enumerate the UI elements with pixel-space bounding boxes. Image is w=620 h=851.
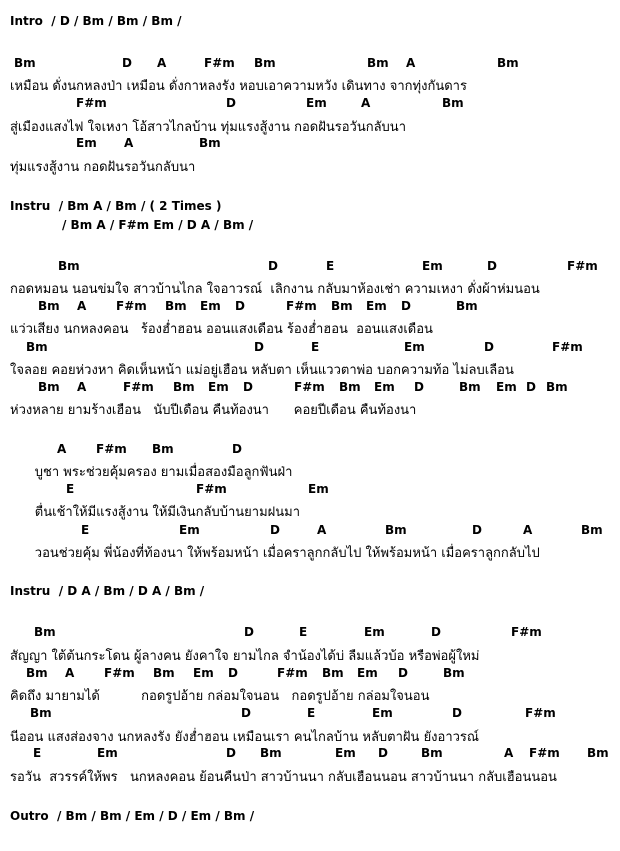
chord: D xyxy=(484,340,494,354)
chord-line xyxy=(0,299,620,315)
lyric-line: นีออน แสงส่องจาง นกหลงรัง ยังฮ่ำฮอน เหมือนเรา คนไกลบ้าน หลับตาฝัน ยังอาวรณ์ xyxy=(10,730,479,745)
chord-line xyxy=(0,482,620,498)
chord: Em xyxy=(366,299,387,313)
chord: Bm xyxy=(165,299,187,313)
chord: Bm xyxy=(456,299,478,313)
chord-line xyxy=(0,666,620,682)
lyric-line: วอนช่วยคุ้ม พี่น้องที่ท้องนา ให้พร้อมหน้า เมื่อคราลูกกลับไป ให้พร้อมหน้า เมื่อคราลูกกลับไป xyxy=(10,546,540,561)
chord: A xyxy=(361,96,371,110)
instru-line: / Bm A / F#m Em / D A / Bm / xyxy=(62,218,254,232)
chord: Bm xyxy=(26,666,48,680)
chord: D xyxy=(254,340,264,354)
chord: F#m xyxy=(525,706,556,720)
chord: A xyxy=(77,380,87,394)
chord: D xyxy=(452,706,462,720)
chord: F#m xyxy=(529,746,560,760)
chord: D xyxy=(232,442,242,456)
chord: D xyxy=(378,746,388,760)
chord: Bm xyxy=(260,746,282,760)
chord: F#m xyxy=(277,666,308,680)
chord: A xyxy=(406,56,416,70)
chord: D xyxy=(244,625,254,639)
chord: Em xyxy=(193,666,214,680)
chord: D xyxy=(226,746,236,760)
chord: D xyxy=(243,380,253,394)
chord: Em xyxy=(374,380,395,394)
instru-line: Instru / Bm A / Bm / ( 2 Times ) xyxy=(10,199,222,213)
chord-line xyxy=(0,746,620,762)
chord: Bm xyxy=(38,380,60,394)
chord: E xyxy=(311,340,320,354)
chord: Em xyxy=(372,706,393,720)
chord: Bm xyxy=(442,96,464,110)
chord: D xyxy=(487,259,497,273)
intro-line: Intro / D / Bm / Bm / Bm / xyxy=(10,14,182,28)
chord: Bm xyxy=(367,56,389,70)
lyric-line: บูชา พระช่วยคุ้มครอง ยามเมื่อสองมือลูกฟันฝ่า xyxy=(10,465,293,480)
chord: D xyxy=(235,299,245,313)
chord-line xyxy=(0,523,620,539)
chord: Bm xyxy=(546,380,568,394)
chord: F#m xyxy=(196,482,227,496)
chord: A xyxy=(317,523,327,537)
chord-line xyxy=(0,442,620,458)
chord: A xyxy=(157,56,167,70)
chord: A xyxy=(57,442,67,456)
chord: Bm xyxy=(14,56,36,70)
lyric-line: สู่เมืองแสงไฟ ใจเหงา โอ้สาวไกลบ้าน ทุ่มแรงสู้งาน กอดฝันรอวันกลับนา xyxy=(10,120,406,135)
chord: E xyxy=(326,259,335,273)
chord: Bm xyxy=(581,523,603,537)
chord: E xyxy=(33,746,42,760)
outro-line: Outro / Bm / Bm / Em / D / Em / Bm / xyxy=(10,809,255,823)
chord: Bm xyxy=(153,666,175,680)
chord: F#m xyxy=(116,299,147,313)
chord-line xyxy=(0,340,620,356)
chord: D xyxy=(431,625,441,639)
chord: A xyxy=(77,299,87,313)
chord: Bm xyxy=(497,56,519,70)
chord: Em xyxy=(357,666,378,680)
chord: Em xyxy=(179,523,200,537)
chord: F#m xyxy=(552,340,583,354)
chord: D xyxy=(122,56,132,70)
chord-line xyxy=(0,706,620,722)
chord: Bm xyxy=(38,299,60,313)
chord: D xyxy=(268,259,278,273)
lyric-line: ตื่นเช้าให้มีแรงสู้งาน ให้มีเงินกลับบ้านยามฝนมา xyxy=(10,505,301,520)
chord: Bm xyxy=(26,340,48,354)
chord: Bm xyxy=(152,442,174,456)
chord: Bm xyxy=(30,706,52,720)
chord-line xyxy=(0,380,620,396)
lyric-line: สัญญา ใต้ต้นกระโดน ผู้ลางคน ยังคาใจ ยามไกล จำน้องได้บ่ ลืมแล้วบ้อ หรือพ่อผู้ใหม่ xyxy=(10,649,480,664)
chord: Bm xyxy=(199,136,221,150)
chord: F#m xyxy=(204,56,235,70)
chord: F#m xyxy=(511,625,542,639)
lyric-line: ใจลอย คอยห่วงหา คิดเห็นหน้า แม่อยู่เฮือน หลับตา เห็นแววตาพ่อ บอกความท้อ ไม่ลบเลือน xyxy=(10,363,514,378)
chord: F#m xyxy=(96,442,127,456)
chord: D xyxy=(472,523,482,537)
chord: F#m xyxy=(567,259,598,273)
chord: Em xyxy=(306,96,327,110)
chord: E xyxy=(66,482,75,496)
chord: Bm xyxy=(459,380,481,394)
instru-line: Instru / D A / Bm / D A / Bm / xyxy=(10,584,205,598)
chord: D xyxy=(228,666,238,680)
chord: Bm xyxy=(385,523,407,537)
chord: D xyxy=(414,380,424,394)
chord: A xyxy=(65,666,75,680)
lyric-line: รอวัน สวรรค์ให้พร นกหลงคอน ย้อนคืนป่า สาวบ้านนา กลับเฮือนนอน สาวบ้านนา กลับเฮือนนอน xyxy=(10,770,557,785)
chord: Bm xyxy=(58,259,80,273)
chord: E xyxy=(299,625,308,639)
chord: F#m xyxy=(104,666,135,680)
lyric-line: ทุ่มแรงสู้งาน กอดฝันรอวันกลับนา xyxy=(10,160,196,175)
chord: Em xyxy=(422,259,443,273)
chord: Bm xyxy=(587,746,609,760)
chord-line xyxy=(0,96,620,112)
lyric-line: เหมือน ดั่งนกหลงป่า เหมือน ดั่งกาหลงรัง หอบเอาความหวัง เดินทาง จากทุ่งกันดาร xyxy=(10,79,467,94)
chord: Em xyxy=(76,136,97,150)
lyric-line: กอดหมอน นอนข่มใจ สาวบ้านไกล ใจอาวรณ์ เลิกงาน กลับมาห้องเช่า ความเหงา ดั่งผ้าห่มนอน xyxy=(10,282,540,297)
chord: D xyxy=(270,523,280,537)
chord: Bm xyxy=(339,380,361,394)
chord: Bm xyxy=(34,625,56,639)
chord: Em xyxy=(364,625,385,639)
chord: Bm xyxy=(331,299,353,313)
chord: Bm xyxy=(322,666,344,680)
chord: A xyxy=(504,746,514,760)
chord: A xyxy=(124,136,134,150)
lyric-line: แว่วเสียง นกหลงคอน ร้องฮ่ำฮอน ออนแสงเดือน ร้องฮ่ำฮอน ออนแสงเดือน xyxy=(10,322,433,337)
chord: E xyxy=(307,706,316,720)
lyric-line: คิดถึง มายามได้ กอดรูปอ้าย กล่อมใจนอน กอดรูปอ้าย กล่อมใจนอน xyxy=(10,689,430,704)
chord: Bm xyxy=(173,380,195,394)
chord: A xyxy=(523,523,533,537)
chord: D xyxy=(398,666,408,680)
chord: F#m xyxy=(123,380,154,394)
chord-line xyxy=(0,259,620,275)
chord: D xyxy=(226,96,236,110)
chord: F#m xyxy=(76,96,107,110)
lyric-line: ห่วงหลาย ยามร้างเฮือน นับปีเดือน คืนท้องนา คอยปีเดือน คืนท้องนา xyxy=(10,403,417,418)
chord: D xyxy=(401,299,411,313)
chord: Bm xyxy=(421,746,443,760)
chord: Em xyxy=(97,746,118,760)
chord: Em xyxy=(200,299,221,313)
chord-line xyxy=(0,625,620,641)
chord: F#m xyxy=(294,380,325,394)
chord: Bm xyxy=(443,666,465,680)
chord: Em xyxy=(404,340,425,354)
chord: D xyxy=(241,706,251,720)
chord: Em xyxy=(208,380,229,394)
chord: Bm xyxy=(254,56,276,70)
chord: F#m xyxy=(286,299,317,313)
chord-line xyxy=(0,136,620,152)
chord-line xyxy=(0,56,620,72)
chord: D xyxy=(526,380,536,394)
chord: Em xyxy=(496,380,517,394)
chord: E xyxy=(81,523,90,537)
chord: Em xyxy=(308,482,329,496)
chord: Em xyxy=(335,746,356,760)
